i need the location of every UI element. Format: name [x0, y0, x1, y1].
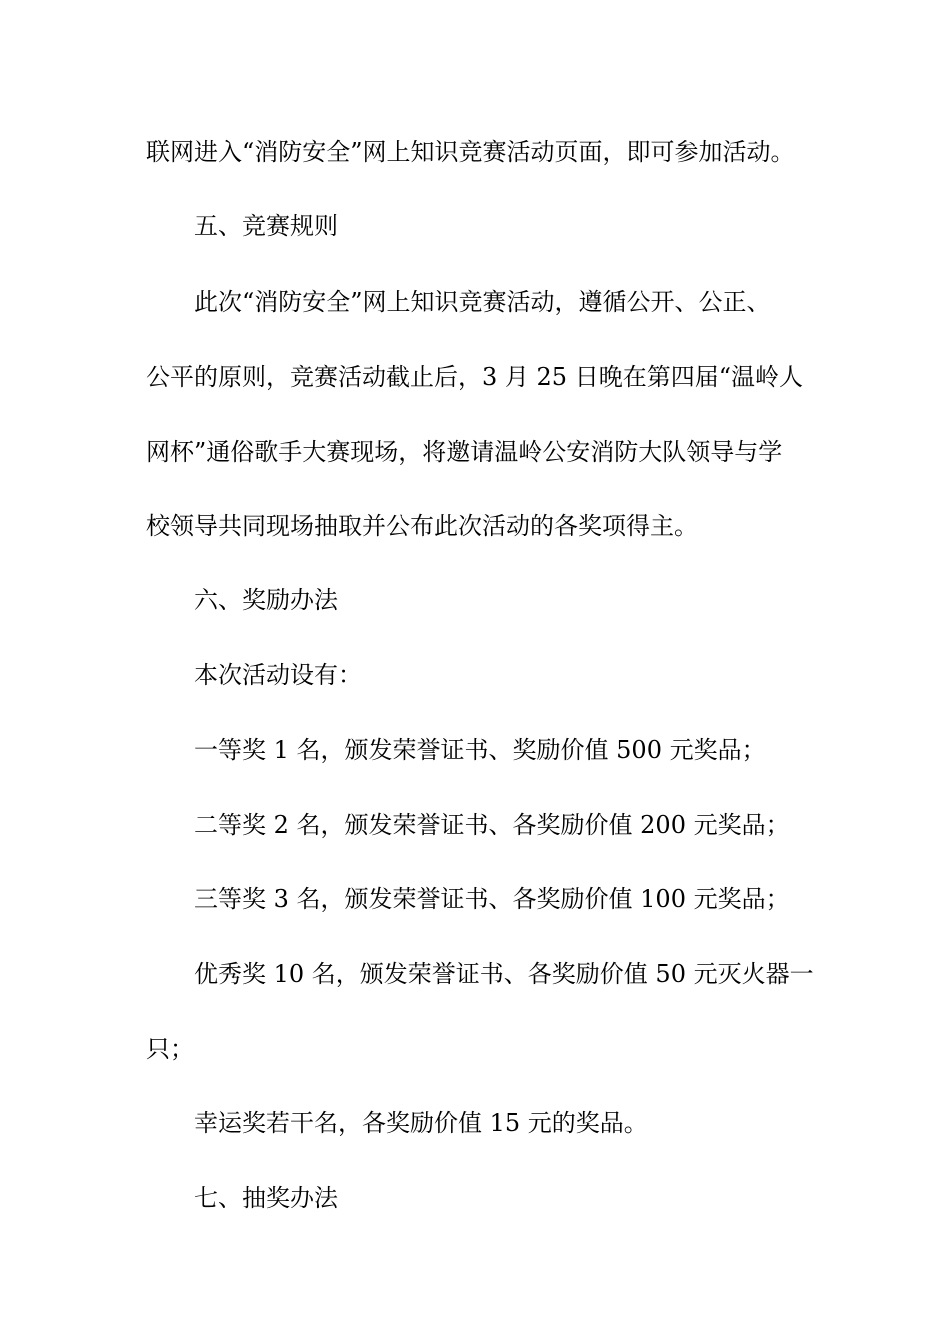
award-excellence-prize-line-2: 只；: [146, 1035, 194, 1063]
paragraph-awards-intro: 本次活动设有：: [194, 661, 362, 689]
heading-reward-method: 六、奖励办法: [194, 586, 338, 614]
paragraph-rules-line-2: 公平的原则，竞赛活动截止后，3 月 25 日晚在第四届“温岭人: [146, 363, 803, 391]
heading-competition-rules: 五、竞赛规则: [194, 212, 338, 240]
award-third-prize: 三等奖 3 名，颁发荣誉证书、各奖励价值 100 元奖品；: [194, 885, 790, 913]
paragraph-rules-line-1: 此次“消防安全”网上知识竞赛活动，遵循公开、公正、: [194, 288, 771, 316]
paragraph-rules-line-4: 校领导共同现场抽取并公布此次活动的各奖项得主。: [146, 512, 698, 540]
paragraph-registration-continued: 联网进入“消防安全”网上知识竞赛活动页面，即可参加活动。: [146, 138, 795, 166]
award-second-prize: 二等奖 2 名，颁发荣誉证书、各奖励价值 200 元奖品；: [194, 811, 790, 839]
award-lucky-prize: 幸运奖若干名，各奖励价值 15 元的奖品。: [194, 1109, 648, 1137]
award-first-prize: 一等奖 1 名，颁发荣誉证书、奖励价值 500 元奖品；: [194, 736, 766, 764]
award-excellence-prize-line-1: 优秀奖 10 名，颁发荣誉证书、各奖励价值 50 元灭火器一: [194, 960, 814, 988]
paragraph-rules-line-3: 网杯”通俗歌手大赛现场，将邀请温岭公安消防大队领导与学: [146, 438, 783, 466]
heading-lottery-method: 七、抽奖办法: [194, 1184, 338, 1212]
